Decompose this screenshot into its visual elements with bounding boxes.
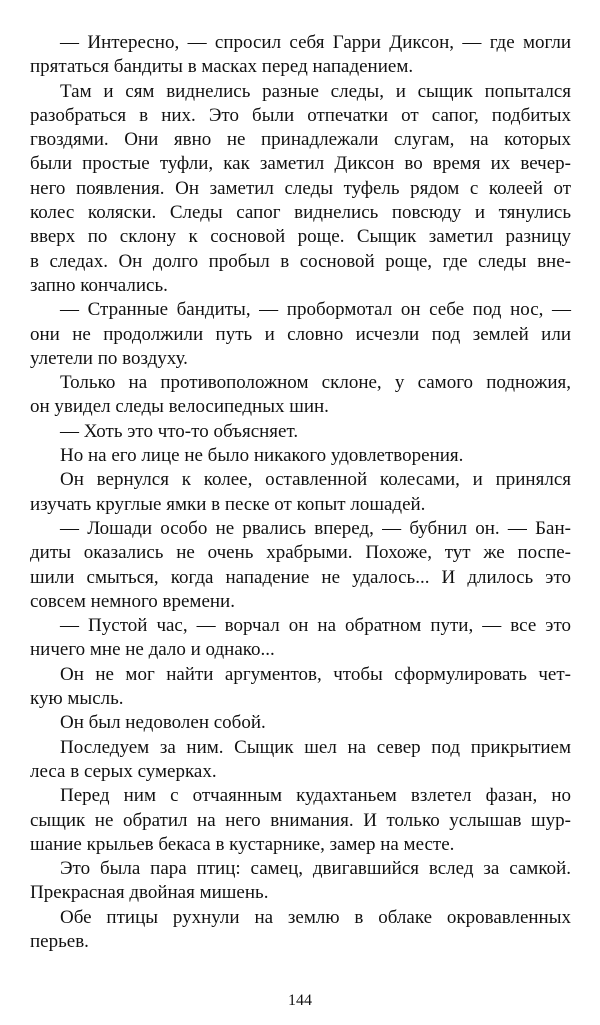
paragraph bbox=[30, 468, 571, 517]
text-line: Это была пара птиц: самец, двигавшийся вслед за самкой. bbox=[60, 858, 571, 880]
text-line: разобраться в них. Это были отпечатки от сапог, подбитых bbox=[30, 104, 571, 126]
paragraph bbox=[30, 906, 571, 955]
text-line: Последуем за ним. Сыщик шел на север под прикрытием bbox=[60, 736, 571, 758]
text-line: совсем немного времени. bbox=[30, 590, 235, 612]
text-line: Но на его лице не было никакого удовлетворения. bbox=[60, 445, 464, 467]
paragraph bbox=[30, 614, 571, 663]
text-line: — Лошади особо не рвались вперед, — бубнил он. — Бан- bbox=[60, 517, 571, 539]
text-line: они не продолжили путь и словно исчезли под землей или bbox=[30, 323, 571, 345]
paragraph bbox=[30, 663, 571, 712]
paragraph bbox=[30, 711, 571, 735]
paragraph bbox=[30, 80, 571, 299]
paragraph bbox=[30, 517, 571, 614]
text-line: колес коляски. Следы сапог виднелись повсюду и тянулись bbox=[30, 202, 571, 224]
text-line: перьев. bbox=[30, 930, 89, 952]
text-line: прятаться бандиты в масках перед нападением. bbox=[30, 56, 414, 78]
text-line: Там и сям виднелись разные следы, и сыщик попытался bbox=[60, 80, 571, 102]
text-line: него появления. Он заметил следы туфель рядом с колеей от bbox=[30, 177, 571, 199]
text-line: — Странные бандиты, — пробормотал он себе под нос, — bbox=[60, 299, 571, 321]
text-line: ничего мне не дало и однако... bbox=[30, 639, 275, 661]
text-line: леса в серых сумерках. bbox=[30, 760, 217, 782]
text-line: Он не мог найти аргументов, чтобы сформулировать чет- bbox=[60, 663, 571, 685]
paragraph bbox=[30, 444, 571, 468]
paragraph bbox=[30, 420, 571, 444]
text-line: улетели по воздуху. bbox=[30, 347, 188, 369]
text-line: шание крыльев бекаса в кустарнике, замер на месте. bbox=[30, 833, 455, 855]
text-line: в следах. Он долго пробыл в сосновой роще, где следы вне- bbox=[30, 250, 571, 272]
text-line: были простые туфли, как заметил Диксон во время их вечер- bbox=[30, 153, 571, 175]
text-line: он увидел следы велосипедных шин. bbox=[30, 396, 329, 418]
text-line: изучать круглые ямки в песке от копыт лошадей. bbox=[30, 493, 426, 515]
text-line: Только на противоположном склоне, у самого подножия, bbox=[60, 372, 571, 394]
text-line: запно кончались. bbox=[30, 274, 168, 296]
text-line: Он вернулся к колее, оставленной колесами, и принялся bbox=[60, 469, 571, 491]
paragraph bbox=[30, 298, 571, 371]
text-line: кую мысль. bbox=[30, 688, 124, 710]
text-line: Обе птицы рухнули на землю в облаке окровавленных bbox=[60, 906, 571, 928]
text-line: вверх по склону к сосновой роще. Сыщик заметил разницу bbox=[30, 226, 571, 248]
page-text bbox=[30, 31, 571, 954]
paragraph bbox=[30, 371, 571, 420]
text-line: — Интересно, — спросил себя Гарри Диксон, — где могли bbox=[60, 32, 571, 53]
paragraph bbox=[30, 736, 571, 785]
text-line: Перед ним с отчаянным кудахтаньем взлетел фазан, но bbox=[60, 785, 571, 807]
text-line: — Хоть это что-то объясняет. bbox=[60, 420, 299, 442]
paragraph bbox=[30, 857, 571, 906]
page-number: 144 bbox=[288, 992, 312, 1009]
text-line: гвоздями. Они явно не принадлежали слугам, на которых bbox=[30, 129, 571, 151]
text-line: шили смыться, когда нападение не удалось... И длилось это bbox=[30, 566, 571, 588]
text-line: сыщик не обратил на него внимания. И только услышав шур- bbox=[30, 809, 571, 831]
paragraph bbox=[30, 784, 571, 857]
paragraph bbox=[30, 31, 571, 80]
text-line: Он был недоволен собой. bbox=[60, 712, 266, 734]
text-line: — Пустой час, — ворчал он на обратном пути, — все это bbox=[60, 615, 571, 637]
text-line: Прекрасная двойная мишень. bbox=[30, 882, 269, 904]
text-line: диты оказались не очень храбрыми. Похоже, тут же поспе- bbox=[30, 542, 571, 564]
